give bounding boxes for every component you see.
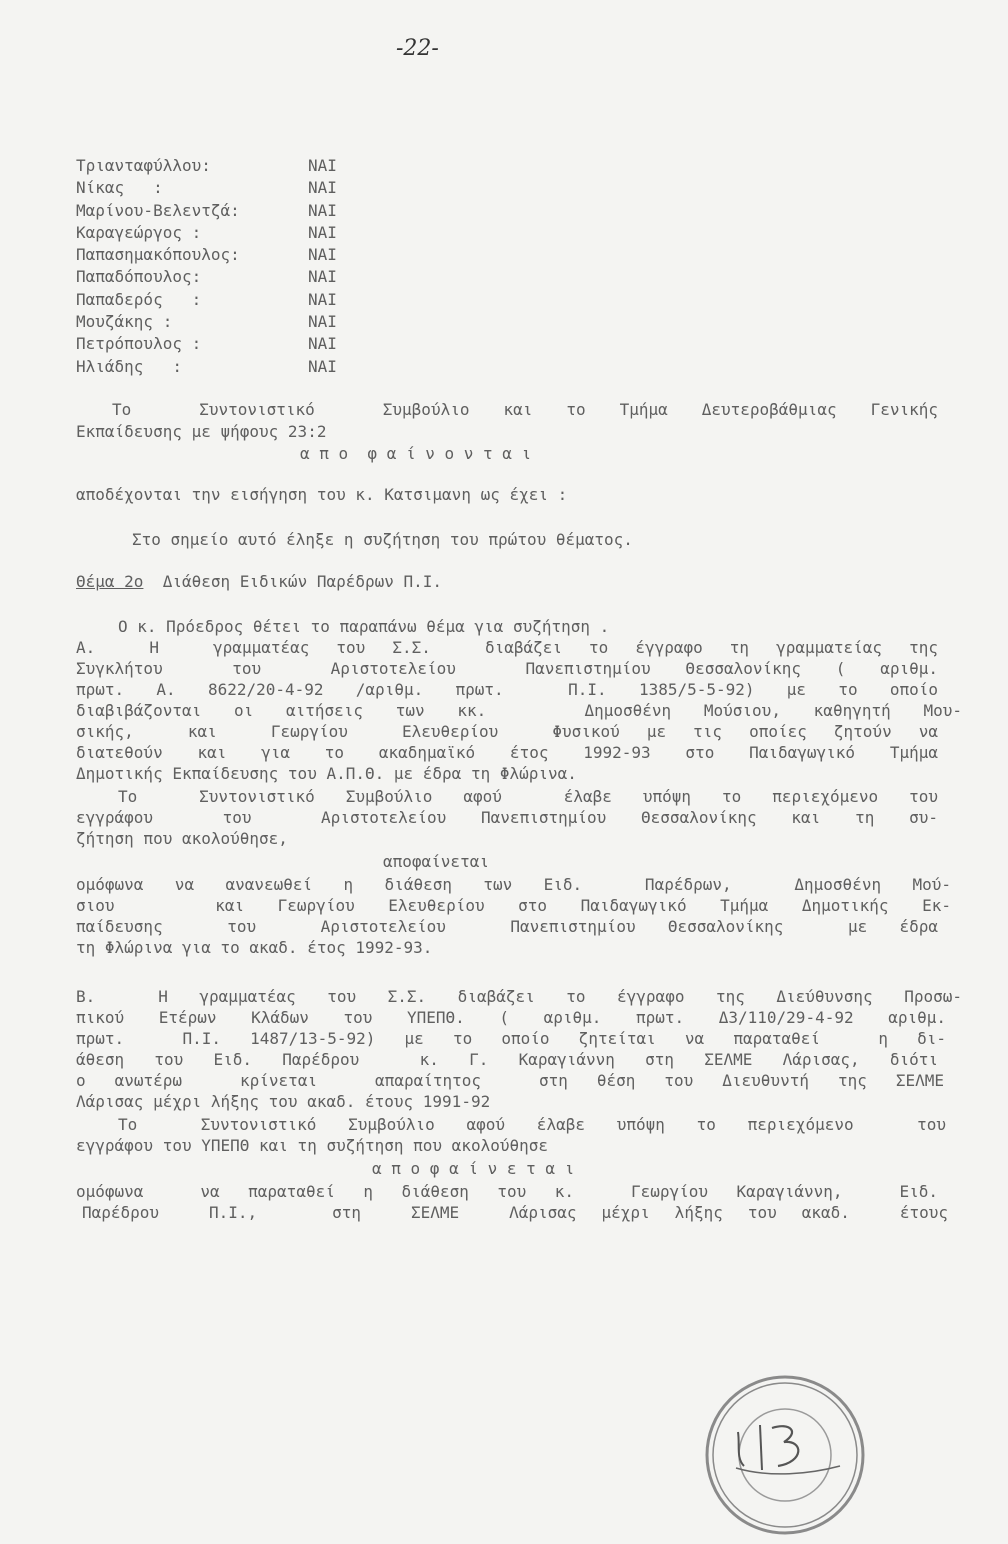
paragraph-line: διαβιβάζονται οι αιτήσεις των κκ. Δημοσθένη Μούσιου, καθηγητή Μου- xyxy=(76,701,962,720)
vote-value: ΝΑΙ xyxy=(308,156,337,175)
voter-name: Παπαδόπουλος: xyxy=(76,267,202,287)
section1-line: αποδέχονται την εισήγηση του κ. Κατσιμανη ως έχει : xyxy=(76,485,568,504)
vote-list xyxy=(76,155,337,378)
vote-value: ΝΑΙ xyxy=(308,222,337,242)
vote-row xyxy=(76,266,337,288)
decision-heading: αποφαίνεται xyxy=(383,852,489,871)
paragraph-line: ομόφωνα να ανανεωθεί η διάθεση των Ειδ. Παρέδρων, Δημοσθένη Μού- xyxy=(76,875,951,894)
voter-name: Πετρόπουλος : xyxy=(76,334,202,354)
vote-value: ΝΑΙ xyxy=(308,267,337,287)
paragraph-line: ομόφωνα να παραταθεί η διάθεση του κ. Γεωργίου Καραγιάννη, Ειδ. xyxy=(76,1182,938,1201)
paragraph-line: εγγράφου του ΥΠΕΠΘ και τη συζήτηση που ακολούθησε xyxy=(76,1136,549,1155)
vote-row xyxy=(76,155,337,177)
vote-value: ΝΑΙ xyxy=(308,356,337,376)
paragraph-line: Συγκλήτου του Αριστοτελείου Πανεπιστημίου Θεσσαλονίκης ( αριθμ. xyxy=(76,659,938,678)
vote-row xyxy=(76,244,337,266)
voter-name: Ηλιάδης : xyxy=(76,356,182,376)
paragraph-line: ο ανωτέρω κρίνεται απαραίτητος στη θέση του Διευθυντή της ΣΕΛΜΕ xyxy=(76,1071,944,1090)
decision-heading: α π ο φ α ί ν ε τ α ι xyxy=(372,1159,575,1178)
paragraph-line: Β. Η γραμματέας του Σ.Σ. διαβάζει το έγγραφο της Διεύθυνσης Προσω- xyxy=(76,987,962,1006)
vote-value: ΝΑΙ xyxy=(308,200,337,220)
paragraph-line: Το Συντονιστικό Συμβούλιο αφού έλαβε υπόψη το περιεχόμενο του xyxy=(118,787,938,806)
paragraph-line: άθεση του Ειδ. Παρέδρου κ. Γ. Καραγιάννη στη ΣΕΛΜΕ Λάρισας, διότι xyxy=(76,1050,938,1069)
stamp-seal-icon xyxy=(700,1370,870,1540)
voter-name: Καραγεώργος : xyxy=(76,222,202,242)
paragraph-line: τη Φλώρινα για το ακαδ. έτος 1992-93. xyxy=(76,938,433,957)
voter-name: Μουζάκης : xyxy=(76,312,173,332)
vote-row xyxy=(76,222,337,244)
paragraph-line: εγγράφου του Αριστοτελείου Πανεπιστημίου Θεσσαλονίκης και τη συ- xyxy=(76,808,938,827)
paragraph-line: Παρέδρου Π.Ι., στη ΣΕΛΜΕ Λάρισας μέχρι λήξης του ακαδ. έτους xyxy=(82,1203,948,1222)
vote-row xyxy=(76,356,337,378)
official-stamp xyxy=(700,1370,870,1540)
voter-name: Νίκας : xyxy=(76,178,163,198)
paragraph-line: πικού Ετέρων Κλάδων του ΥΠΕΠΘ. ( αριθμ. πρωτ. Δ3/110/29-4-92 αριθμ. xyxy=(76,1008,946,1027)
voter-name: Παπασημακόπουλος: xyxy=(76,245,240,265)
vote-row xyxy=(76,311,337,333)
paragraph-line: Α. Η γραμματέας του Σ.Σ. διαβάζει το έγγραφο τη γραμματείας της xyxy=(76,638,938,657)
section1-line: Το Συντονιστικό Συμβούλιο και το Τμήμα Δευτεροβάθμιας Γενικής xyxy=(112,400,938,419)
paragraph-line: Δημοτικής Εκπαίδευσης του Α.Π.Θ. με έδρα τη Φλώρινα. xyxy=(76,764,577,783)
vote-row xyxy=(76,200,337,222)
paragraph-line: σικής, και Γεωργίου Ελευθερίου Φυσικού με τις οποίες ζητούν να xyxy=(76,722,938,741)
voter-name: Τριανταφύλλου: xyxy=(76,156,211,175)
topic-label: Θέμα 2ο xyxy=(76,572,144,591)
paragraph-line: Ο κ. Πρόεδρος θέτει το παραπάνω θέμα για συζήτηση . xyxy=(118,617,610,636)
paragraph-line: ζήτηση που ακολούθησε, xyxy=(76,829,288,848)
vote-row xyxy=(76,333,337,355)
vote-value: ΝΑΙ xyxy=(308,312,337,332)
paragraph-line: διατεθούν και για το ακαδημαϊκό έτος 1992-93 στο Παιδαγωγικό Τμήμα xyxy=(76,743,938,762)
section1-line: Στο σημείο αυτό έληξε η συζήτηση του πρώτου θέματος. xyxy=(132,530,633,549)
section1-line: Εκπαίδευσης με ψήφους 23:2 xyxy=(76,422,327,441)
paragraph-line: Λάρισας μέχρι λήξης του ακαδ. έτους 1991-92 xyxy=(76,1092,491,1111)
vote-value: ΝΑΙ xyxy=(308,289,337,309)
voter-name: Μαρίνου-Βελεντζά: xyxy=(76,200,240,220)
vote-value: ΝΑΙ xyxy=(308,245,337,265)
vote-row xyxy=(76,177,337,199)
paragraph-line: πρωτ. Α. 8622/20-4-92 /αριθμ. πρωτ. Π.Ι. 1385/5-5-92) με το οποίο xyxy=(76,680,938,699)
paragraph-line: Το Συντονιστικό Συμβούλιο αφού έλαβε υπόψη το περιεχόμενο του xyxy=(118,1115,946,1134)
paragraph-line: πρωτ. Π.Ι. 1487/13-5-92) με το οποίο ζητείται να παραταθεί η δι- xyxy=(76,1029,946,1048)
voter-name: Παπαδερός : xyxy=(76,289,202,309)
decision-heading: α π ο φ α ί ν ο ν τ α ι xyxy=(300,444,532,463)
topic-heading xyxy=(76,572,442,591)
topic-title: Διάθεση Ειδικών Παρέδρων Π.Ι. xyxy=(162,572,443,591)
paragraph-line: σιου και Γεωργίου Ελευθερίου στο Παιδαγωγικό Τμήμα Δημοτικής Εκ- xyxy=(76,896,951,915)
page-number: -22- xyxy=(396,36,439,61)
vote-value: ΝΑΙ xyxy=(308,334,337,354)
vote-value: ΝΑΙ xyxy=(308,178,337,198)
paragraph-line: παίδευσης του Αριστοτελείου Πανεπιστημίου Θεσσαλονίκης με έδρα xyxy=(76,917,938,936)
vote-row xyxy=(76,289,337,311)
